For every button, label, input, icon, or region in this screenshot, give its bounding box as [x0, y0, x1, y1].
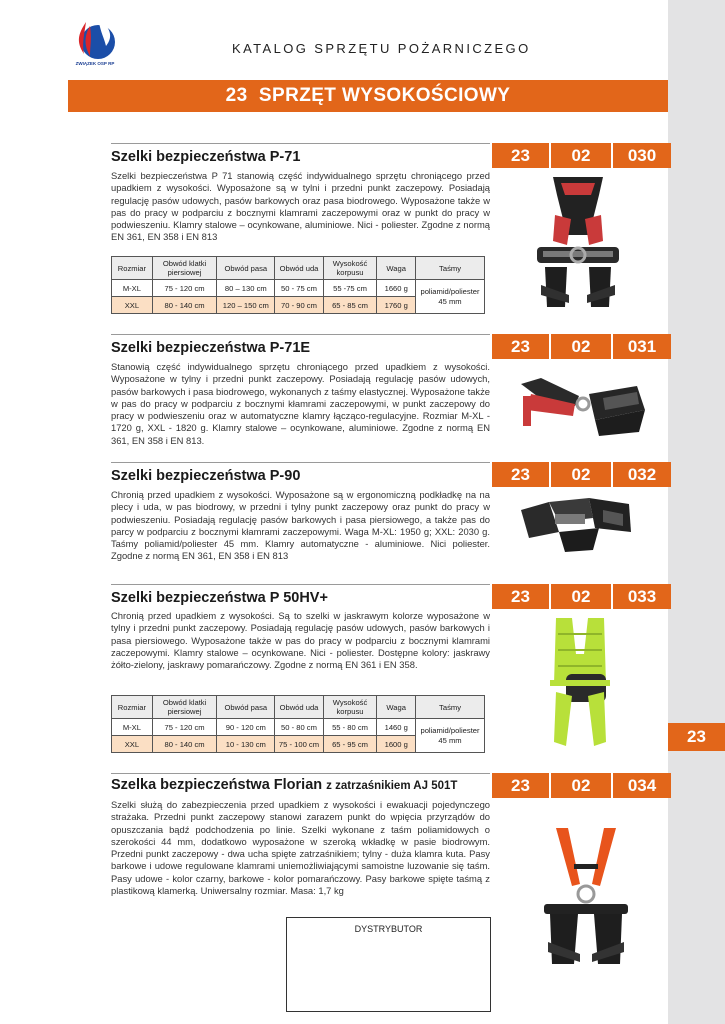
section-divider [111, 773, 490, 774]
product-title: Szelki bezpieczeństwa P 50HV+ [111, 590, 328, 606]
table-cell: M-XL [112, 719, 153, 736]
table-cell: 50 - 80 cm [275, 719, 323, 736]
table-row [112, 280, 485, 297]
code-part-1: 23 [492, 584, 549, 609]
product-title-suffix: z zatrzaśnikiem AJ 501T [326, 780, 458, 792]
code-part-2: 02 [551, 462, 611, 487]
section-header-number: 23 [225, 85, 248, 106]
table-cell: 55 - 80 cm [323, 719, 377, 736]
table-header: Taśmy [416, 696, 485, 719]
distributor-label: DYSTRYBUTOR [354, 924, 423, 934]
table-cell: poliamid/poliester 45 mm [416, 719, 485, 753]
table-cell: 90 - 120 cm [217, 719, 275, 736]
code-part-1: 23 [492, 773, 549, 798]
distributor-box [286, 917, 491, 1012]
table-cell: 50 - 75 cm [275, 280, 323, 297]
product-code [492, 334, 671, 359]
code-part-1: 23 [492, 143, 549, 168]
table-header: Obwód pasa [217, 257, 275, 280]
product-code [492, 773, 671, 798]
table-cell: 80 – 130 cm [217, 280, 275, 297]
table-cell: 80 - 140 cm [152, 736, 216, 753]
table-header: Wysokość korpusu [323, 257, 377, 280]
product-code [492, 462, 671, 487]
code-part-2: 02 [551, 773, 611, 798]
code-part-2: 02 [551, 584, 611, 609]
table-header: Wysokość korpusu [323, 696, 377, 719]
product-code [492, 584, 671, 609]
table-cell: poliamid/poliester 45 mm [416, 280, 485, 314]
harness-p71e-image [519, 376, 649, 440]
table-cell: 75 - 120 cm [152, 280, 216, 297]
table-header: Obwód uda [275, 257, 323, 280]
table-cell: 10 - 130 cm [217, 736, 275, 753]
code-part-1: 23 [492, 334, 549, 359]
table-cell: M-XL [112, 280, 153, 297]
harness-p50hv-image [548, 614, 612, 754]
section-divider [111, 584, 490, 585]
table-cell: 65 - 95 cm [323, 736, 377, 753]
code-part-3: 032 [613, 462, 671, 487]
table-cell: XXL [112, 736, 153, 753]
table-header: Obwód klatki piersiowej [152, 696, 216, 719]
table-cell: 120 – 150 cm [217, 297, 275, 314]
product-title: Szelki bezpieczeństwa P-71E [111, 340, 311, 356]
table-cell: 1660 g [377, 280, 416, 297]
table-header: Obwód klatki piersiowej [152, 257, 216, 280]
spec-table [111, 695, 485, 753]
table-header: Rozmiar [112, 257, 153, 280]
table-cell: 65 - 85 cm [323, 297, 377, 314]
product-description: Szelki służą do zabezpieczenia przed upadkiem z wysokości i ewakuacji pojedynczego strażaka. Przedni punkt zaczepowy stanowi zarazem punkt do wpięcia przyrządów do opuszczania bądź podchodzenia po linie. Szelki wykonane z taśm poliamidowych o szerokości 44 mm, dodatkowo wyposażone w szeroką wkładkę w pasie biodrowym. Przedni punkt zaczepowy - dwa ucha spięte zatrzaśnikiem; tylny - duża klamra kuta. Pasy barkowe i udowe regulowane klamrami uniemożliwiającymi samoistne luzowanie się taśm. Pasy udowe - kolor czarny, barkowe - kolor pomarańczowy. Pasy barkowe spięte taśmą z plastikową klamerką. Uniwersalny rozmiar. Masa: 1,7 kg [111, 799, 490, 897]
section-divider [111, 143, 490, 144]
table-row [112, 719, 485, 736]
product-description: Chronią przed upadkiem z wysokości. Są to szelki w jaskrawym kolorze wyposażone w tylny i przedni punkt zaczepowy. Posiadają regulację pasów udowych, pasów barkowych i pasa piersiowego. Wyposażone także w pas do pracy w podparciu z bocznymi klamrami zaczepowymi. Klamry stalowe – ocynkowane. Nici - poliester. Dostępne kolory: jaskrawy żółto-zielony, jaskrawy pomarańczowy. Zgodne z normą EN 361 i EN 358. [111, 610, 490, 671]
table-cell: XXL [112, 297, 153, 314]
code-part-3: 034 [613, 773, 671, 798]
product-title [111, 777, 457, 793]
right-side-strip [668, 0, 725, 1024]
table-header: Obwód uda [275, 696, 323, 719]
table-cell: 75 - 120 cm [152, 719, 216, 736]
table-cell: 1760 g [377, 297, 416, 314]
table-header: Waga [377, 696, 416, 719]
product-title-main: Szelka bezpieczeństwa Florian [111, 777, 323, 793]
table-header: Obwód pasa [217, 696, 275, 719]
code-part-2: 02 [551, 143, 611, 168]
code-part-3: 033 [613, 584, 671, 609]
harness-p90-image [519, 492, 634, 554]
section-header-title: SPRZĘT WYSOKOŚCIOWY [258, 85, 511, 106]
table-cell: 55 -75 cm [323, 280, 377, 297]
table-cell: 75 - 100 cm [275, 736, 323, 753]
table-cell: 1600 g [377, 736, 416, 753]
spec-table [111, 256, 485, 314]
harness-p71-image [533, 175, 623, 313]
side-section-tab: 23 [668, 723, 725, 751]
code-part-3: 031 [613, 334, 671, 359]
section-divider [111, 462, 490, 463]
catalog-title: KATALOG SPRZĘTU POŻARNICZEGO [232, 41, 531, 56]
section-header-band [68, 80, 668, 112]
product-code [492, 143, 671, 168]
product-description: Chronią przed upadkiem z wysokości. Wyposażone są w ergonomiczną podkładkę na na plecy i uda, w pas biodrowy, w przedni i tylny punkt zaczepowy oraz punkt do pracy w podwieszeniu. Posiadają regulację pasów barkowych i pasa piersiowego, a także pas do parcy w podparciu z bocznymi kłamrami zaczepowymi. Waga M-XL: 1950 g; XXL: 2030 g. Taśmy poliamid/poliester 45 mm. Klamry automatyczne - aluminiowe. Nici poliester. Zgodne z normą EN 361, EN 358 i EN 813 [111, 489, 490, 562]
section-divider [111, 334, 490, 335]
table-header: Rozmiar [112, 696, 153, 719]
code-part-2: 02 [551, 334, 611, 359]
code-part-1: 23 [492, 462, 549, 487]
product-description: Szelki bezpieczeństwa P 71 stanowią część indywidualnego sprzętu chroniącego przed upadkiem z wysokości. Wyposażone są w tylni i przedni punkt zaczepowy. Posiadają regulację pasów udowych, pasów barkowych oraz pasa biodrowego. Wyposażone także w pas do pracy w podparciu z bocznymi klamrami zaczepowymi oraz w punkt do pracy w podwieszeniu. Klamry stalowe – ocynkowane, aluminiowe. Nici - poliester. Zgodne z normą EN 361, EN 358 i EN 813 [111, 170, 490, 243]
product-description: Stanowią część indywidualnego sprzętu chroniącego przed upadkiem z wysokości. Wyposażone w tylny i przedni punkt zaczepowy. Posiadają regulację pasów udowych, pasów barkowych i pasa biodrowego, wykonanych z taśmy elastycznej. Wyposażone także w pas do pracy w podparciu z bocznymi kłamrami zaczepowymi, w punkt zaczepowy do pracy w podwieszeniu oraz w automatyczne klamry łącząco-regulacyjne. Rozmiar M-XL - 1720 g, XXL - 1820 g. Klamry stalowe – ocynkowane, aluminiowe. Zgodne z normą EN 361, EN 358 i EN 813. [111, 361, 490, 446]
table-cell: 80 - 140 cm [152, 297, 216, 314]
table-cell: 70 - 90 cm [275, 297, 323, 314]
harness-florian-image [540, 824, 632, 980]
product-title: Szelki bezpieczeństwa P-90 [111, 468, 301, 484]
logo-caption: ZWIĄZEK OSP RP [75, 61, 115, 66]
table-header: Waga [377, 257, 416, 280]
table-cell: 1460 g [377, 719, 416, 736]
code-part-3: 030 [613, 143, 671, 168]
product-title: Szelki bezpieczeństwa P-71 [111, 149, 301, 165]
table-header: Taśmy [416, 257, 485, 280]
